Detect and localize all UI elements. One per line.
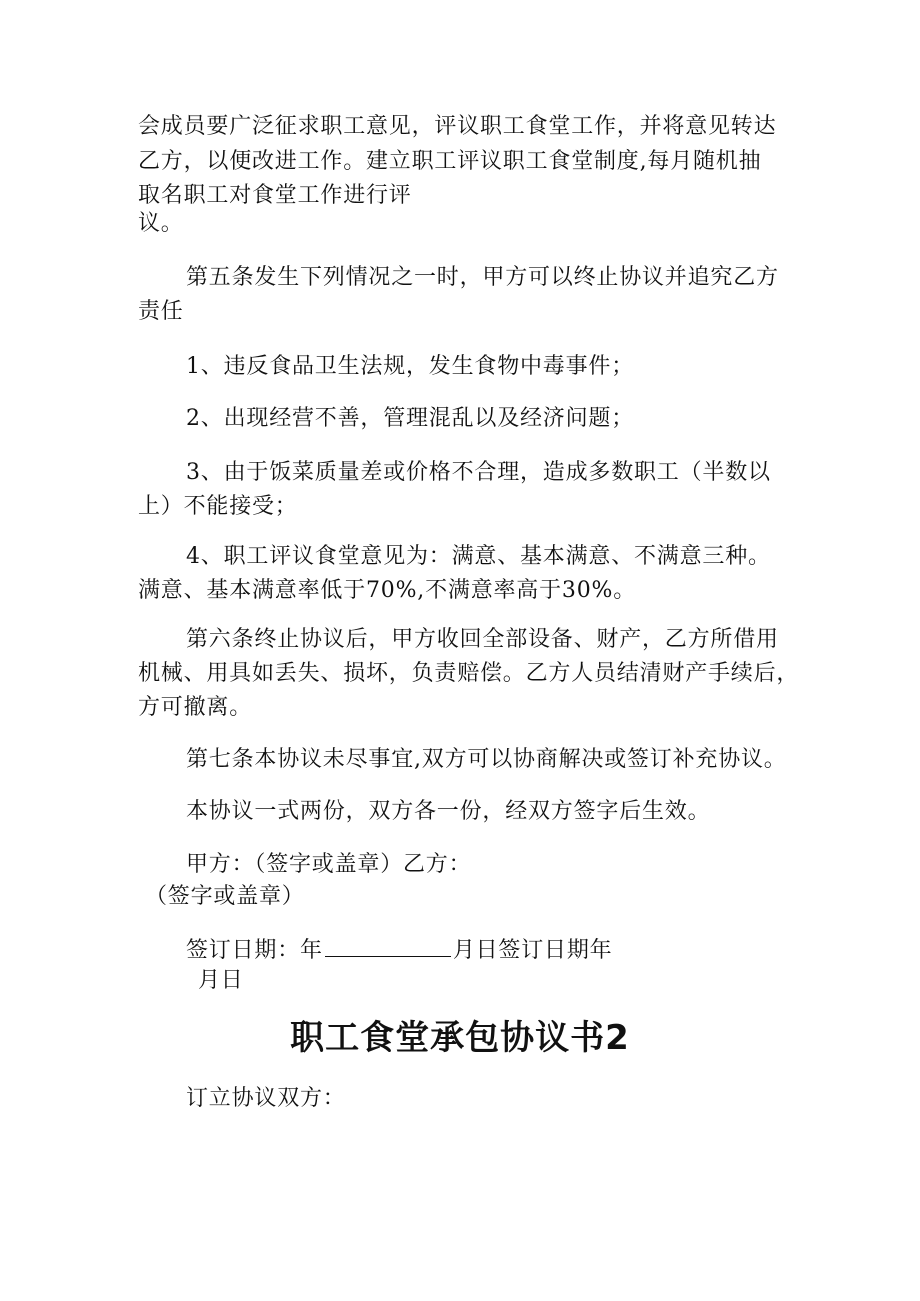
date-prefix: 签订日期：年: [186, 938, 323, 963]
signature-line: 甲方：（签字或盖章）乙方：: [186, 852, 472, 877]
date-suffix: 月日签订日期年: [452, 938, 613, 963]
signature-line: （签字或盖章）: [145, 884, 305, 909]
list-item: 满意、基本满意率低于70%,不满意率高于30%。: [138, 578, 636, 603]
parties-label: 订立协议双方：: [186, 1086, 346, 1111]
effect-clause: 本协议一式两份，双方各一份，经双方签字后生效。: [186, 799, 711, 824]
date-blank: [325, 934, 451, 957]
date-line: [186, 934, 612, 966]
paragraph-line: 会成员要广泛征求职工意见，评议职工食堂工作，并将意见转达: [138, 114, 777, 139]
paragraph-line: 议。: [138, 211, 184, 236]
list-item: 3、由于饭菜质量差或价格不合理，造成多数职工（半数以: [186, 460, 771, 485]
paragraph-line: 取名职工对食堂工作进行评: [138, 183, 412, 208]
article-5-line: 第五条发生下列情况之一时，甲方可以终止协议并追究乙方: [186, 265, 779, 290]
list-item: 1、违反食品卫生法规，发生食物中毒事件；: [186, 354, 634, 379]
date-line: 月日: [198, 968, 244, 993]
article-5-line: 责任: [138, 299, 184, 324]
paragraph-line: 乙方，以便改进工作。建立职工评议职工食堂制度,每月随机抽: [138, 149, 762, 174]
list-item: 上）不能接受；: [138, 494, 298, 519]
article-7-line: 第七条本协议未尽事宜,双方可以协商解决或签订补充协议。: [186, 747, 787, 772]
list-item: 4、职工评议食堂意见为：满意、基本满意、不满意三种。: [186, 544, 771, 569]
article-6-line: 机械、用具如丢失、损坏，负责赔偿。乙方人员结清财产手续后，: [138, 661, 800, 686]
list-item: 2、出现经营不善，管理混乱以及经济问题；: [186, 406, 634, 431]
page-title: 职工食堂承包协议书2: [290, 1018, 630, 1058]
article-6-line: 第六条终止协议后，甲方收回全部设备、财产，乙方所借用: [186, 627, 779, 652]
article-6-line: 方可撤离。: [138, 695, 253, 720]
